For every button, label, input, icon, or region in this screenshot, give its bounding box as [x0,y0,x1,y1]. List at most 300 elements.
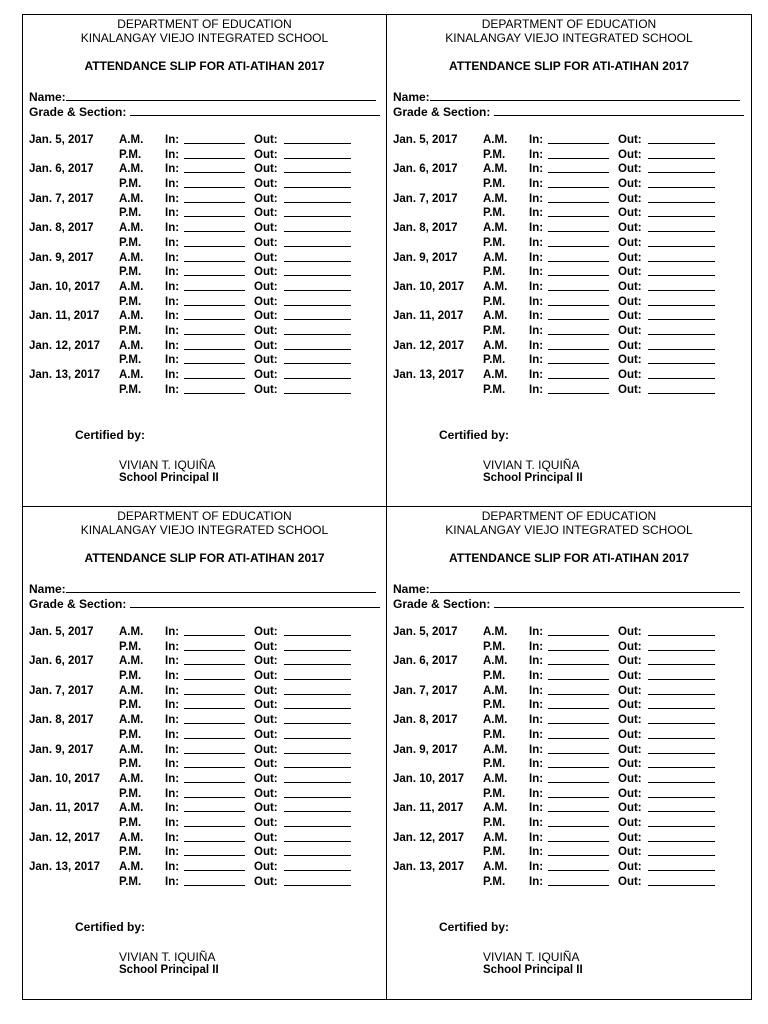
out-time-blank[interactable] [284,334,351,335]
in-time-blank[interactable] [548,290,609,291]
out-label: Out: [254,787,278,800]
attendance-row [29,221,369,236]
out-time-blank[interactable] [648,172,715,173]
out-time-blank[interactable] [284,767,351,768]
in-time-blank[interactable] [548,797,609,798]
period-label: A.M. [119,134,144,146]
grade-section-field[interactable] [393,596,744,611]
attendance-date: Jan. 11, 2017 [393,802,464,815]
attendance-date: Jan. 12, 2017 [393,831,464,844]
period-label: A.M. [119,280,144,293]
out-time-blank[interactable] [284,694,351,695]
in-time-blank[interactable] [548,143,609,144]
school-name: KINALANGAY VIEJO INTEGRATED SCHOOL [80,31,329,45]
name-blank[interactable] [66,581,376,593]
in-time-blank[interactable] [548,811,609,812]
attendance-row [393,309,733,324]
grade-label: Grade & Section: [393,105,491,119]
in-label: In: [165,251,180,264]
in-time-blank[interactable] [184,275,245,276]
out-label: Out: [618,295,642,308]
in-time-blank[interactable] [548,319,609,320]
attendance-row [393,801,733,816]
out-time-blank[interactable] [648,290,715,291]
slip-title: ATTENDANCE SLIP FOR ATI-ATIHAN 2017 [448,59,690,73]
certified-by-label: Certified by: [439,428,510,442]
out-time-blank[interactable] [284,841,351,842]
out-label: Out: [618,714,642,727]
in-time-blank[interactable] [184,782,245,783]
attendance-row [29,148,369,163]
in-time-blank[interactable] [184,664,245,665]
out-time-blank[interactable] [284,143,351,144]
in-time-blank[interactable] [548,231,609,232]
out-time-blank[interactable] [284,158,351,159]
out-time-blank[interactable] [648,334,715,335]
period-label: A.M. [119,626,144,638]
attendance-row [29,787,369,802]
in-time-blank[interactable] [548,885,609,886]
attendance-row [393,640,733,655]
out-time-blank[interactable] [284,290,351,291]
out-time-blank[interactable] [284,393,351,394]
out-time-blank[interactable] [648,811,715,812]
period-label: P.M. [483,207,506,220]
in-time-blank[interactable] [548,650,609,651]
in-time-blank[interactable] [548,694,609,695]
out-time-blank[interactable] [284,797,351,798]
period-label: P.M. [483,640,506,653]
attendance-row [393,757,733,772]
name-field[interactable] [393,89,740,104]
out-label: Out: [254,266,278,279]
in-label: In: [165,626,180,638]
out-time-blank[interactable] [284,231,351,232]
period-label: P.M. [483,875,506,888]
attendance-row [29,816,369,831]
out-time-blank[interactable] [284,246,351,247]
out-time-blank[interactable] [648,216,715,217]
attendance-row [393,324,733,339]
attendance-row [29,728,369,743]
period-label: P.M. [483,148,506,161]
in-time-blank[interactable] [184,635,245,636]
out-time-blank[interactable] [284,753,351,754]
in-time-blank[interactable] [184,811,245,812]
period-label: P.M. [119,148,142,161]
principal-name: VIVIAN T. IQUIÑA [119,458,216,472]
period-label: A.M. [483,222,508,235]
in-time-blank[interactable] [184,246,245,247]
attendance-rows [29,133,369,397]
attendance-row [29,339,369,354]
attendance-row [393,353,733,368]
period-label: A.M. [483,714,508,727]
attendance-date: Jan. 10, 2017 [29,280,100,293]
in-label: In: [529,324,544,337]
attendance-date: Jan. 5, 2017 [393,626,458,638]
in-label: In: [529,236,544,249]
out-time-blank[interactable] [648,885,715,886]
out-time-blank[interactable] [648,246,715,247]
in-time-blank[interactable] [548,349,609,350]
name-field[interactable] [393,581,740,596]
in-time-blank[interactable] [548,334,609,335]
slip-title: ATTENDANCE SLIP FOR ATI-ATIHAN 2017 [84,551,325,565]
attendance-row [393,206,733,221]
grade-section-field[interactable] [393,104,744,119]
out-time-blank[interactable] [648,679,715,680]
in-time-blank[interactable] [184,885,245,886]
certified-by-label: Certified by: [75,428,146,442]
period-label: P.M. [119,178,142,191]
in-time-blank[interactable] [548,753,609,754]
out-time-blank[interactable] [648,841,715,842]
in-time-blank[interactable] [548,187,609,188]
in-time-blank[interactable] [548,855,609,856]
out-label: Out: [618,699,642,712]
in-time-blank[interactable] [184,305,245,306]
out-time-blank[interactable] [648,664,715,665]
out-time-blank[interactable] [648,187,715,188]
in-time-blank[interactable] [548,782,609,783]
period-label: P.M. [119,670,142,683]
out-label: Out: [254,310,278,323]
out-time-blank[interactable] [284,187,351,188]
out-label: Out: [618,222,642,235]
period-label: P.M. [119,728,142,741]
in-time-blank[interactable] [548,826,609,827]
in-time-blank[interactable] [548,202,609,203]
in-time-blank[interactable] [184,694,245,695]
in-label: In: [165,280,180,293]
out-label: Out: [618,178,642,191]
out-time-blank[interactable] [284,679,351,680]
out-time-blank[interactable] [284,261,351,262]
in-time-blank[interactable] [184,826,245,827]
in-time-blank[interactable] [548,378,609,379]
in-time-blank[interactable] [184,261,245,262]
in-time-blank[interactable] [548,172,609,173]
attendance-date: Jan. 7, 2017 [29,684,94,697]
attendance-row [393,221,733,236]
attendance-row [29,831,369,846]
out-time-blank[interactable] [284,202,351,203]
attendance-row [393,831,733,846]
in-time-blank[interactable] [184,363,245,364]
in-label: In: [165,699,180,712]
attendance-row [29,280,369,295]
out-label: Out: [254,178,278,191]
out-time-blank[interactable] [648,319,715,320]
in-label: In: [529,846,544,859]
in-time-blank[interactable] [548,679,609,680]
period-label: A.M. [119,684,144,697]
attendance-date: Jan. 12, 2017 [393,339,464,352]
in-label: In: [165,178,180,191]
principal-name: VIVIAN T. IQUIÑA [483,950,580,964]
name-field[interactable] [29,89,376,104]
attendance-row [29,772,369,787]
in-time-blank[interactable] [548,158,609,159]
attendance-date: Jan. 11, 2017 [29,310,100,323]
out-label: Out: [618,758,642,771]
out-time-blank[interactable] [284,885,351,886]
in-time-blank[interactable] [548,393,609,394]
out-time-blank[interactable] [648,275,715,276]
in-time-blank[interactable] [548,363,609,364]
in-label: In: [529,251,544,264]
in-time-blank[interactable] [548,841,609,842]
out-time-blank[interactable] [648,753,715,754]
attendance-slip [23,15,387,507]
in-time-blank[interactable] [184,753,245,754]
out-time-blank[interactable] [648,767,715,768]
in-time-blank[interactable] [184,143,245,144]
out-label: Out: [254,207,278,220]
out-time-blank[interactable] [648,826,715,827]
out-time-blank[interactable] [284,811,351,812]
in-label: In: [165,163,180,176]
out-time-blank[interactable] [648,797,715,798]
attendance-date: Jan. 8, 2017 [393,222,458,235]
in-label: In: [529,758,544,771]
out-label: Out: [618,626,642,638]
attendance-row [29,625,369,640]
in-time-blank[interactable] [184,855,245,856]
in-time-blank[interactable] [548,261,609,262]
out-time-blank[interactable] [648,738,715,739]
attendance-row [29,236,369,251]
attendance-date: Jan. 13, 2017 [393,369,464,381]
slips-sheet [22,14,752,1000]
out-time-blank[interactable] [648,378,715,379]
in-time-blank[interactable] [184,216,245,217]
in-time-blank[interactable] [184,738,245,739]
in-label: In: [529,383,544,396]
in-time-blank[interactable] [548,767,609,768]
period-label: A.M. [119,802,144,815]
period-label: P.M. [483,324,506,337]
attendance-row [393,743,733,758]
out-time-blank[interactable] [284,216,351,217]
grade-section-field[interactable] [29,596,380,611]
out-label: Out: [254,684,278,697]
in-time-blank[interactable] [184,870,245,871]
period-label: P.M. [483,699,506,712]
in-label: In: [165,728,180,741]
out-label: Out: [618,802,642,815]
out-time-blank[interactable] [648,635,715,636]
school-name: KINALANGAY VIEJO INTEGRATED SCHOOL [80,523,329,537]
grade-blank[interactable] [130,596,380,608]
out-time-blank[interactable] [648,158,715,159]
in-time-blank[interactable] [184,290,245,291]
out-time-blank[interactable] [648,261,715,262]
principal-name: VIVIAN T. IQUIÑA [119,950,216,964]
attendance-date: Jan. 8, 2017 [393,714,458,727]
in-time-blank[interactable] [548,246,609,247]
out-label: Out: [254,772,278,785]
out-time-blank[interactable] [284,782,351,783]
grade-blank[interactable] [494,596,744,608]
period-label: P.M. [119,324,142,337]
out-label: Out: [254,354,278,367]
out-label: Out: [618,787,642,800]
period-label: P.M. [483,266,506,279]
grade-blank[interactable] [130,104,380,116]
attendance-row [393,162,733,177]
in-label: In: [529,148,544,161]
in-time-blank[interactable] [548,305,609,306]
out-label: Out: [618,266,642,279]
out-time-blank[interactable] [648,393,715,394]
out-label: Out: [254,163,278,176]
out-time-blank[interactable] [648,708,715,709]
grade-section-field[interactable] [29,104,380,119]
in-label: In: [165,743,180,756]
in-time-blank[interactable] [184,334,245,335]
name-blank[interactable] [430,581,740,593]
grade-blank[interactable] [494,104,744,116]
name-blank[interactable] [66,89,376,101]
out-time-blank[interactable] [284,855,351,856]
out-time-blank[interactable] [648,363,715,364]
out-time-blank[interactable] [648,723,715,724]
in-time-blank[interactable] [184,187,245,188]
out-label: Out: [254,670,278,683]
in-time-blank[interactable] [184,231,245,232]
attendance-date: Jan. 5, 2017 [393,134,458,146]
out-time-blank[interactable] [284,664,351,665]
certified-by-label: Certified by: [75,920,146,934]
in-label: In: [529,266,544,279]
in-label: In: [165,846,180,859]
slip-title: ATTENDANCE SLIP FOR ATI-ATIHAN 2017 [84,59,325,73]
attendance-row [29,757,369,772]
out-time-blank[interactable] [648,650,715,651]
in-time-blank[interactable] [548,216,609,217]
out-label: Out: [254,192,278,205]
out-time-blank[interactable] [284,650,351,651]
out-time-blank[interactable] [284,738,351,739]
period-label: A.M. [119,861,144,873]
period-label: P.M. [119,266,142,279]
in-time-blank[interactable] [548,275,609,276]
attendance-row [29,383,369,398]
out-time-blank[interactable] [284,275,351,276]
out-label: Out: [254,324,278,337]
attendance-row [29,177,369,192]
out-time-blank[interactable] [284,305,351,306]
in-time-blank[interactable] [548,664,609,665]
in-label: In: [529,163,544,176]
in-label: In: [529,816,544,829]
out-time-blank[interactable] [284,349,351,350]
name-blank[interactable] [430,89,740,101]
out-time-blank[interactable] [648,231,715,232]
out-time-blank[interactable] [648,870,715,871]
in-time-blank[interactable] [548,708,609,709]
in-time-blank[interactable] [184,797,245,798]
slip-title: ATTENDANCE SLIP FOR ATI-ATIHAN 2017 [448,551,690,565]
period-label: P.M. [119,816,142,829]
principal-title: School Principal II [483,964,583,976]
in-time-blank[interactable] [184,172,245,173]
period-label: A.M. [483,831,508,844]
attendance-date: Jan. 9, 2017 [393,251,458,264]
out-time-blank[interactable] [648,694,715,695]
in-time-blank[interactable] [184,841,245,842]
in-label: In: [529,831,544,844]
out-label: Out: [254,134,278,146]
out-time-blank[interactable] [648,855,715,856]
in-time-blank[interactable] [548,723,609,724]
attendance-row [29,713,369,728]
in-label: In: [529,207,544,220]
in-time-blank[interactable] [184,723,245,724]
in-time-blank[interactable] [184,767,245,768]
out-label: Out: [618,236,642,249]
attendance-date: Jan. 6, 2017 [393,655,458,668]
in-time-blank[interactable] [184,650,245,651]
principal-title: School Principal II [483,472,583,484]
out-label: Out: [618,861,642,873]
in-label: In: [529,369,544,381]
in-label: In: [529,670,544,683]
out-time-blank[interactable] [284,363,351,364]
out-time-blank[interactable] [648,782,715,783]
in-time-blank[interactable] [548,635,609,636]
in-time-blank[interactable] [184,378,245,379]
out-time-blank[interactable] [284,870,351,871]
out-time-blank[interactable] [648,143,715,144]
in-label: In: [529,802,544,815]
attendance-row [29,309,369,324]
in-time-blank[interactable] [184,319,245,320]
attendance-date: Jan. 13, 2017 [29,369,100,381]
out-label: Out: [618,354,642,367]
in-time-blank[interactable] [184,708,245,709]
out-label: Out: [618,280,642,293]
in-time-blank[interactable] [184,679,245,680]
in-time-blank[interactable] [184,158,245,159]
out-time-blank[interactable] [284,826,351,827]
out-time-blank[interactable] [648,305,715,306]
out-time-blank[interactable] [284,723,351,724]
out-time-blank[interactable] [284,635,351,636]
department-heading: DEPARTMENT OF EDUCATION [481,509,657,523]
in-time-blank[interactable] [184,202,245,203]
out-time-blank[interactable] [648,202,715,203]
in-time-blank[interactable] [548,738,609,739]
out-label: Out: [254,861,278,873]
in-time-blank[interactable] [184,393,245,394]
name-field[interactable] [29,581,376,596]
out-time-blank[interactable] [648,349,715,350]
attendance-rows [393,625,733,889]
in-time-blank[interactable] [548,870,609,871]
in-label: In: [529,134,544,146]
out-time-blank[interactable] [284,708,351,709]
period-label: A.M. [483,802,508,815]
in-label: In: [529,339,544,352]
out-time-blank[interactable] [284,172,351,173]
in-time-blank[interactable] [184,349,245,350]
out-time-blank[interactable] [284,378,351,379]
out-label: Out: [618,163,642,176]
out-time-blank[interactable] [284,319,351,320]
